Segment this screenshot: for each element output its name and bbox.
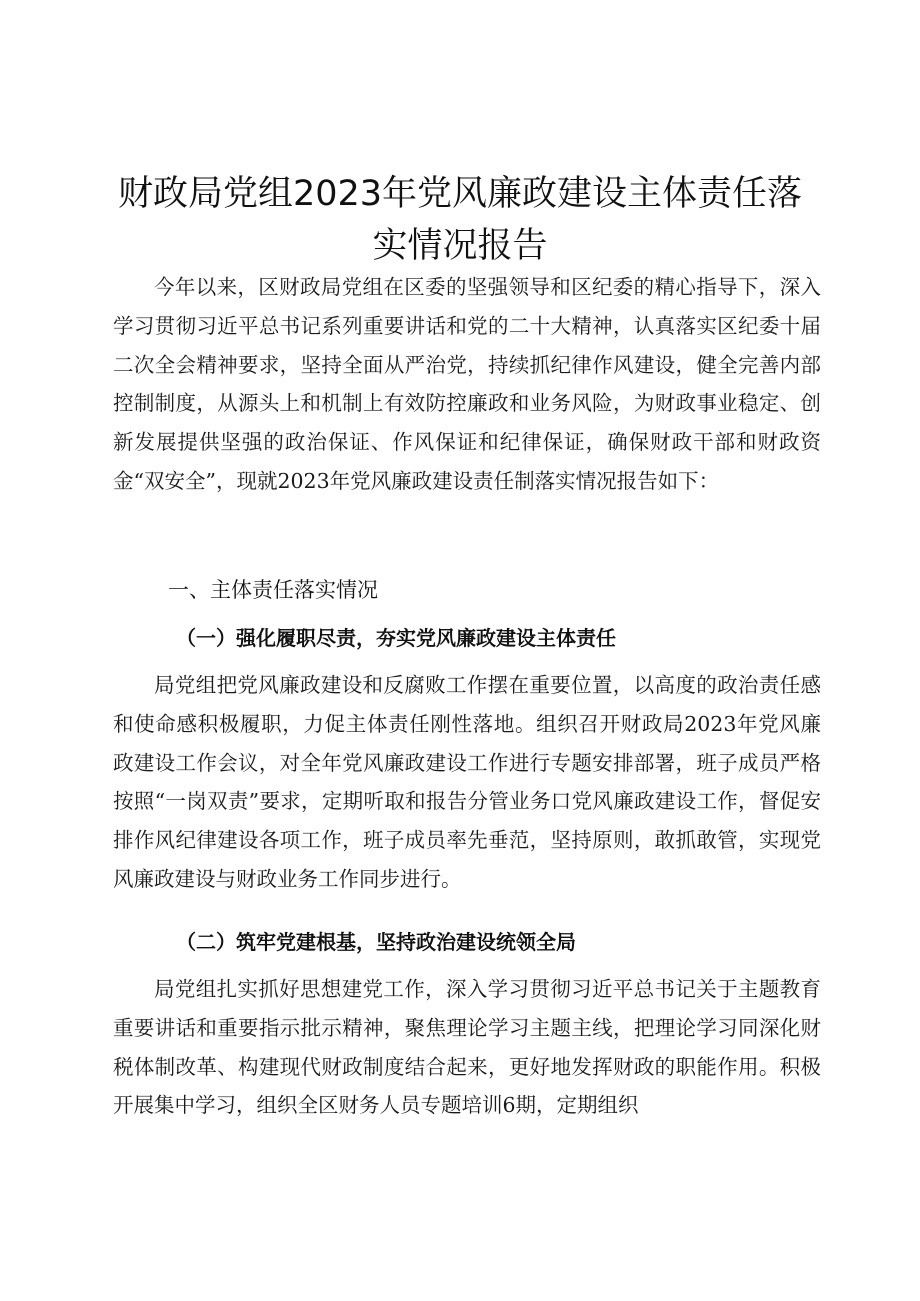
subsection-1-heading: （一）强化履职尽责，夯实党风廉政建设主体责任 (176, 626, 616, 650)
section-1-heading: 一、主体责任落实情况 (168, 578, 378, 602)
subsection-2-heading: （二）筑牢党建根基，坚持政治建设统领全局 (176, 930, 576, 954)
subsection-1-paragraph: 局党组把党风廉政建设和反腐败工作摆在重要位置，以高度的政治责任感和使命感积极履职，力促主体责任刚性落地。组织召开财政局2023年党风廉政建设工作会议，对全年党风廉政建设工作进行专题安排部署，班子成员严格按照“一岗双责”要求，定期听取和报告分管业务口党风廉政建设工作，督促安排作风纪律建设各项工作，班子成员率先垂范，坚持原则，敢抓敢管，实现党风廉政建设与财政业务工作同步进行。 (113, 673, 821, 891)
subsection-2-paragraph: 局党组扎实抓好思想建党工作，深入学习贯彻习近平总书记关于主题教育重要讲话和重要指示批示精神，聚焦理论学习主题主线，把理论学习同深化财税体制改革、构建现代财政制度结合起来，更好地发挥财政的职能作用。积极开展集中学习，组织全区财务人员专题培训6期，定期组织 (113, 977, 821, 1118)
intro-paragraph: 今年以来，区财政局党组在区委的坚强领导和区纪委的精心指导下，深入学习贯彻习近平总书记系列重要讲话和党的二十大精神，认真落实区纪委十届二次全会精神要求，坚持全面从严治党，持续抓纪律作风建设，健全完善内部控制制度，从源头上和机制上有效防控廉政和业务风险，为财政事业稳定、创新发展提供坚强的政治保证、作风保证和纪律保证，确保财政干部和财政资金“双安全”，现就2023年党风廉政建设责任制落实情况报告如下： (113, 275, 821, 493)
document-title-line-1: 财政局党组2023年党风廉政建设主体责任落 (117, 174, 803, 214)
document-title-line-2: 实情况报告 (372, 226, 548, 266)
